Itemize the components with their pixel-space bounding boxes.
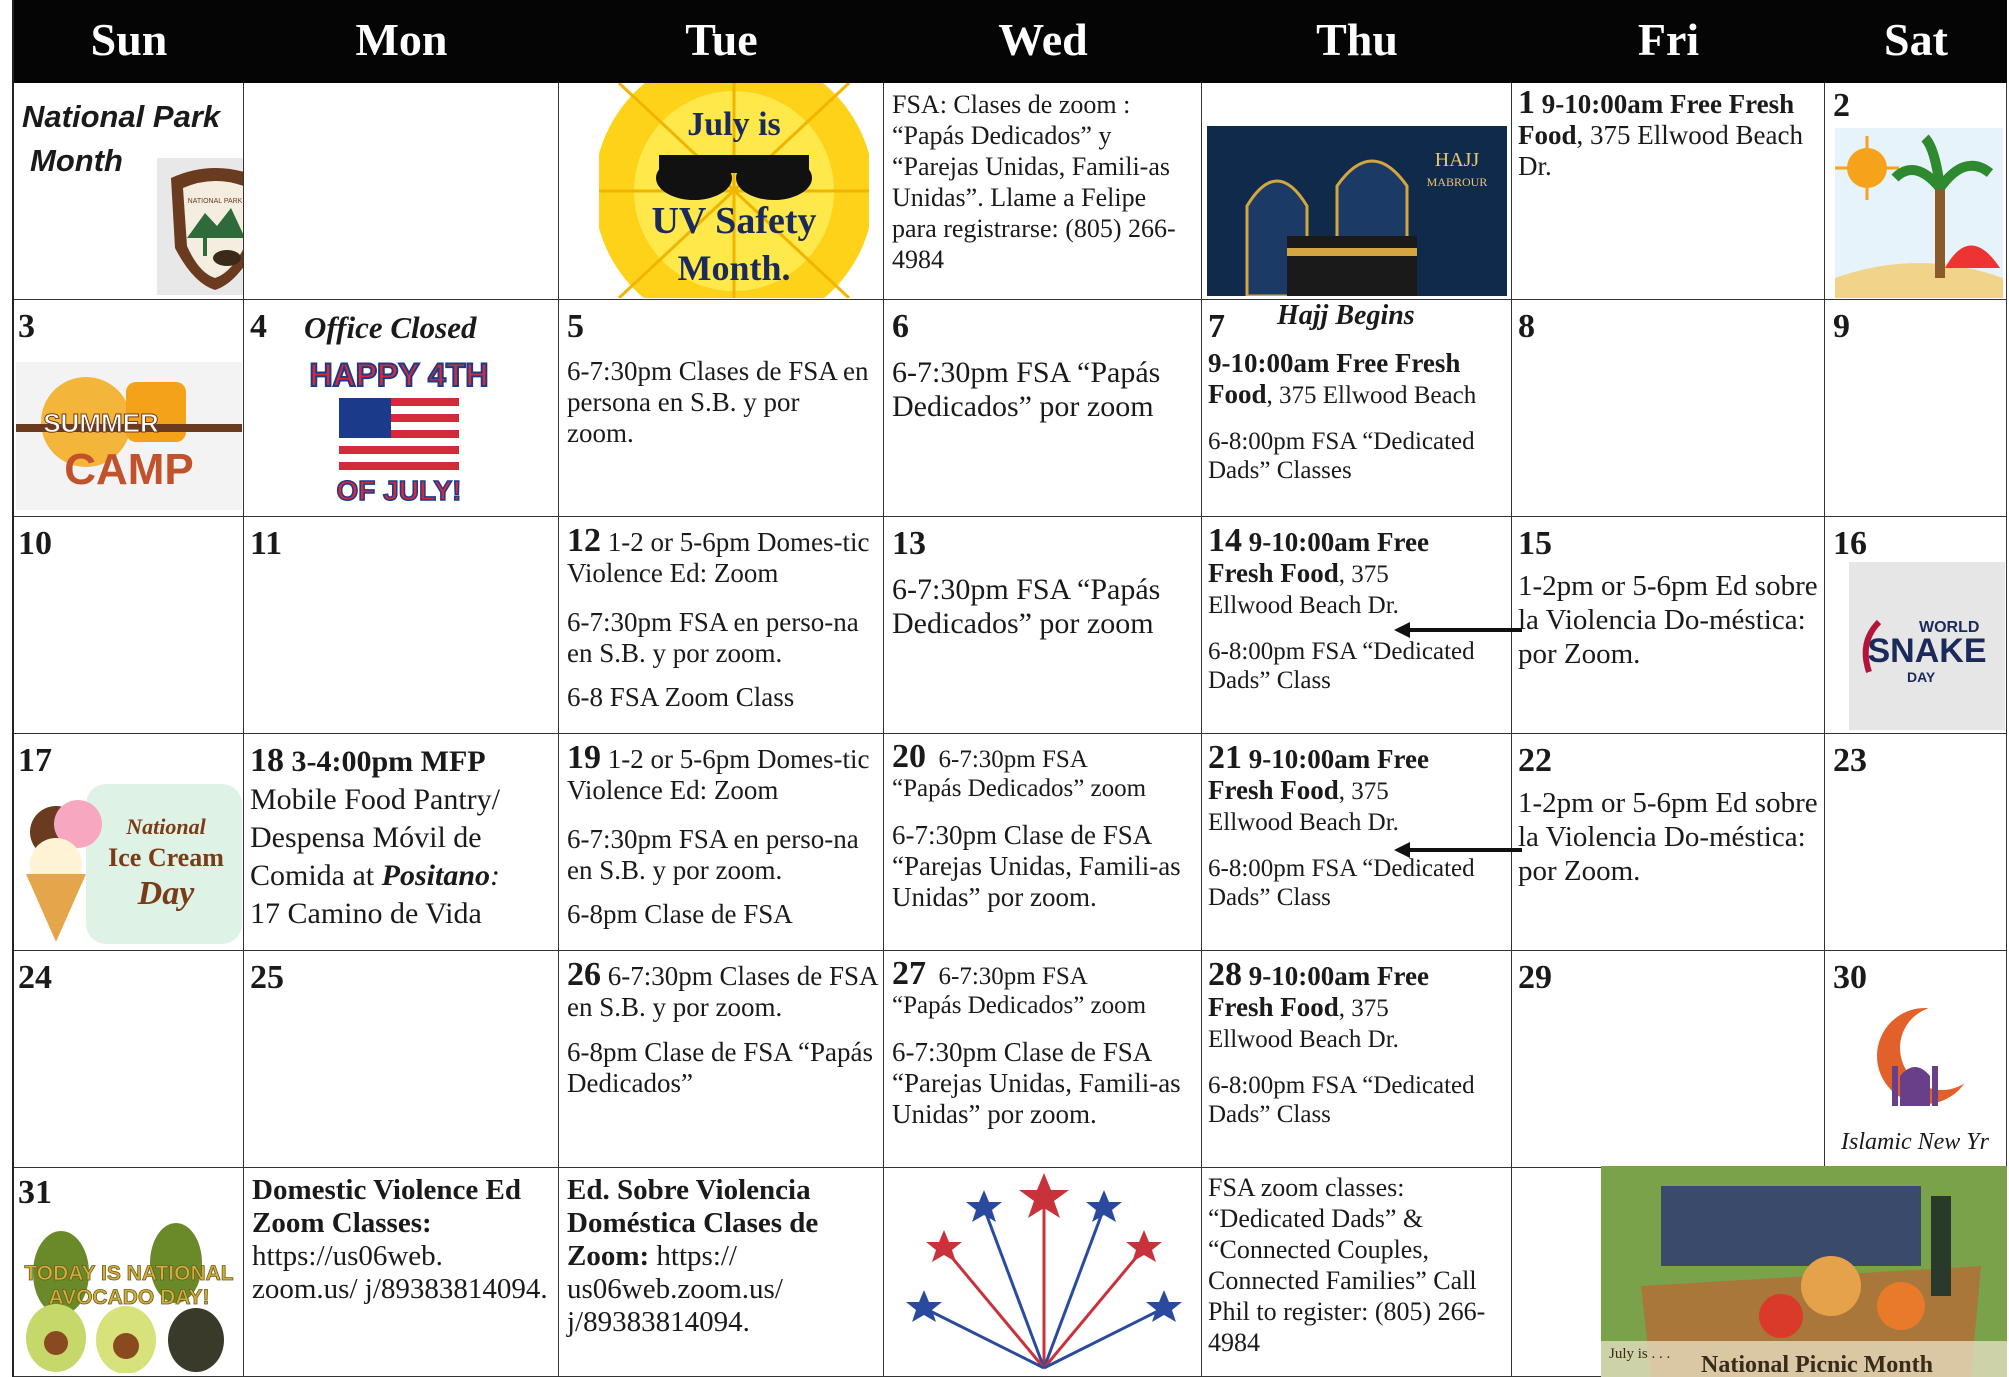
day-number-22: 22 <box>1518 742 1552 779</box>
cell-mon-week6 <box>244 1168 559 1377</box>
national-park-service-icon <box>157 158 244 295</box>
cell-wed-week1 <box>884 83 1202 300</box>
tue19-text1 <box>567 739 879 806</box>
thu14-bold1: 9-10:00am Free <box>1248 527 1429 557</box>
weekday-thu: Thu <box>1316 14 1398 65</box>
tue19-dv-ed: 1-2 or 5-6pm Domes-tic Violence Ed: Zoom <box>567 744 870 805</box>
cell-tue-week5 <box>559 951 884 1168</box>
cell-thu-week2 <box>1202 300 1512 517</box>
thu28-address: Ellwood Beach Dr. <box>1208 1026 1399 1053</box>
cell-mon-week3 <box>244 517 559 734</box>
mfp-address: 17 Camino de Vida <box>250 897 482 930</box>
svg-text:NATIONAL PARK: NATIONAL PARK <box>187 198 243 205</box>
day-number-2: 2 <box>1833 87 1850 124</box>
day-number-17: 17 <box>18 742 52 779</box>
ice-cream-day-icon <box>16 784 242 944</box>
thu21-dads-class: 6-8:00pm FSA “Dedicated Dads” Class <box>1208 855 1475 911</box>
wed20-fsa-time: 6-7:30pm FSA <box>938 746 1088 773</box>
thu7-dads-class: 6-8:00pm FSA “Dedicated Dads” Classes <box>1208 428 1475 484</box>
cell-tue-week6 <box>559 1168 884 1377</box>
day-number-6: 6 <box>892 308 909 345</box>
day-number-30: 30 <box>1833 959 1867 996</box>
thu14-address: Ellwood Beach Dr. <box>1208 592 1399 619</box>
thu21-bold2: Fresh Food <box>1208 775 1339 805</box>
weekday-mon: Mon <box>355 14 448 65</box>
day-number-11: 11 <box>250 525 283 562</box>
tue19-fsa-clase: 6-8pm Clase de FSA <box>567 899 793 929</box>
tue26-papas: 6-8pm Clase de FSA “Papás Dedicados” <box>567 1037 873 1098</box>
cell-thu-week5 <box>1202 951 1512 1168</box>
weekday-wed: Wed <box>998 14 1088 65</box>
thu7-free-food <box>1208 348 1508 410</box>
cell-mon-week4 <box>244 734 559 951</box>
thu28-bold2: Fresh Food <box>1208 992 1339 1022</box>
day-number-3: 3 <box>18 308 35 345</box>
weekday-tue: Tue <box>685 14 758 65</box>
cell-sat-week2 <box>1825 300 2007 517</box>
cell-wed-week3 <box>884 517 1202 734</box>
cell-fri-week3 <box>1512 517 1825 734</box>
world-word: WORLD <box>1919 619 1980 636</box>
national-picnic-month-text: National Picnic Month <box>1701 1352 1933 1377</box>
tue5-text: 6-7:30pm Clases de FSA en persona en S.B. y por zoom. <box>567 356 869 448</box>
fourth-of-july-flag-icon <box>299 350 499 510</box>
snake-word: SNAKE <box>1867 632 1987 670</box>
wed27-text1 <box>892 955 1197 1020</box>
hajj-begins-label: Hajj Begins <box>1277 300 1415 331</box>
cell-sat-week3 <box>1825 517 2007 734</box>
ice-national-word: National <box>126 814 206 839</box>
day-number-29: 29 <box>1518 959 1552 996</box>
weekday-sat: Sat <box>1884 14 1948 65</box>
camp-word: CAMP <box>64 445 194 494</box>
day-number-28: 28 <box>1208 956 1242 993</box>
day-word: DAY <box>1907 669 1936 685</box>
cell-sat-week1 <box>1825 83 2007 300</box>
ice-day-word: Day <box>137 875 195 912</box>
mfp-desc: Mobile Food Pantry/ Despensa Móvil de Comida at <box>250 783 501 892</box>
dv-zoom-title: Domestic Violence Ed Zoom Classes: <box>252 1174 522 1239</box>
day-number-12: 12 <box>567 522 601 559</box>
cell-tue-week4 <box>559 734 884 951</box>
wed6-text: 6-7:30pm FSA “Papás Dedicados” por zoom <box>892 356 1161 423</box>
national-park-month-label: National Park Month <box>22 99 221 178</box>
wed13-text: 6-7:30pm FSA “Papás Dedicados” por zoom <box>892 573 1161 640</box>
fsa-zoom-classes-english: FSA zoom classes: “Dedicated Dads” & “Connected Couples, Connected Families” Call Phil to register: (805) 266-4984 <box>1208 1173 1486 1357</box>
day-number-1: 1 <box>1518 84 1535 121</box>
thu14-dads-class: 6-8:00pm FSA “Dedicated Dads” Class <box>1208 638 1475 694</box>
cell-tue-week1 <box>559 83 884 300</box>
cell-sun-week2 <box>14 300 244 517</box>
thu14-free-food <box>1208 522 1508 620</box>
cell-sun-week5 <box>14 951 244 1168</box>
weekday-fri: Fri <box>1637 14 1700 65</box>
day-number-24: 24 <box>18 959 52 996</box>
thu7-address: , 375 Ellwood Beach <box>1266 382 1477 409</box>
world-snake-day-icon <box>1849 562 2005 730</box>
day-number-5: 5 <box>567 308 584 345</box>
positano-label: Positano <box>381 859 491 892</box>
dv-zoom-link: https://us06web. zoom.us/ j/89383814094. <box>252 1240 548 1305</box>
day-number-16: 16 <box>1833 525 1867 562</box>
islamic-new-year-label: Islamic New Yr <box>1840 1129 1989 1155</box>
summer-word: SUMMER <box>43 408 159 438</box>
day-number-13: 13 <box>892 525 926 562</box>
day-number-18: 18 <box>250 742 284 779</box>
free-food-bold: 9-10:00am Free Fresh Food <box>1518 89 1795 150</box>
avocado-day-icon <box>16 1218 242 1373</box>
crescent-mosque-icon <box>1870 996 1980 1116</box>
july-is-small: July is . . . <box>1609 1346 1671 1362</box>
day-number-27: 27 <box>892 955 926 992</box>
cell-thu-week1 <box>1202 83 1512 300</box>
hajj-mabrour-image <box>1207 126 1507 296</box>
hajj-word: HAJJ <box>1434 149 1480 171</box>
ed-zoom-info <box>567 1174 877 1339</box>
thu28-free-food <box>1208 956 1508 1054</box>
cell-sun-week6 <box>14 1168 244 1377</box>
fsa-zoom-clases-text: FSA: Clases de zoom : “Papás Dedicados” y “Parejas Unidas, Famili-as Unidas”. Llame a Felipe para registrarse: (805) 266-4984 <box>892 90 1176 274</box>
cell-tue-week2 <box>559 300 884 517</box>
avocado-line2: AVOCADO DAY! <box>48 1286 210 1309</box>
cell-wed-week6 <box>884 1168 1202 1377</box>
cell-mon-week1 <box>244 83 559 300</box>
mon18-text <box>250 742 555 933</box>
ice-cream-word: Ice Cream <box>108 843 224 872</box>
day-number-25: 25 <box>250 959 284 996</box>
thu7-free-food-bold: 9-10:00am Free Fresh Food <box>1208 348 1461 409</box>
tue12-text1 <box>567 522 879 589</box>
ed-zoom-title: Ed. Sobre Violencia Doméstica Clases de Zoom: <box>567 1174 819 1272</box>
wed27-fsa-time: 6-7:30pm FSA <box>938 963 1088 990</box>
uv-line1: July is <box>687 106 781 143</box>
positano-colon: : <box>490 859 501 892</box>
july-calendar <box>12 0 2007 1377</box>
uv-line3: Month. <box>677 248 791 288</box>
day-number-10: 10 <box>18 525 52 562</box>
uv-line2: UV Safety <box>651 200 817 242</box>
day-number-14: 14 <box>1208 522 1242 559</box>
day-number-23: 23 <box>1833 742 1867 779</box>
thu21-address: Ellwood Beach Dr. <box>1208 809 1399 836</box>
thu14-bold2: Fresh Food <box>1208 558 1339 588</box>
thu21-num: , 375 <box>1338 778 1389 805</box>
cell-sun-week4 <box>14 734 244 951</box>
wed20-papas: “Papás Dedicados” zoom <box>892 775 1147 802</box>
day-number-31: 31 <box>18 1174 52 1211</box>
mabrour-word: MABROUR <box>1426 175 1488 189</box>
national-picnic-month-image <box>1601 1166 2007 1377</box>
mfp-time: 3-4:00pm MFP <box>291 745 486 778</box>
cell-fri-week5 <box>1512 951 1825 1168</box>
thu28-bold1: 9-10:00am Free <box>1248 961 1429 991</box>
thu28-num: , 375 <box>1338 995 1389 1022</box>
office-closed-label: Office Closed <box>304 310 477 345</box>
wed27-papas: “Papás Dedicados” zoom <box>892 992 1147 1019</box>
cell-fri-week2 <box>1512 300 1825 517</box>
arrow-left-icon <box>1394 620 1524 640</box>
dv-zoom-info <box>252 1174 552 1306</box>
cell-sun-week1 <box>14 83 244 300</box>
tue12-fsa-zoom: 6-8 FSA Zoom Class <box>567 682 795 712</box>
tue19-fsa-persona: 6-7:30pm FSA en perso-na en S.B. y por zoom. <box>567 824 859 885</box>
cell-sat-week5 <box>1825 951 2007 1168</box>
arrow-left-icon <box>1394 840 1524 860</box>
cell-thu-week6 <box>1202 1168 1512 1377</box>
day-number-20: 20 <box>892 738 926 775</box>
of-july-text: OF JULY! <box>336 475 462 506</box>
thu28-dads-class: 6-8:00pm FSA “Dedicated Dads” Class <box>1208 1072 1475 1128</box>
tue26-clases: 6-7:30pm Clases de FSA en S.B. y por zoom. <box>567 961 878 1022</box>
day-number-19: 19 <box>567 739 601 776</box>
day-number-21: 21 <box>1208 739 1242 776</box>
fri22-text: 1-2pm or 5-6pm Ed sobre la Violencia Do-méstica: por Zoom. <box>1518 787 1818 887</box>
cell-mon-week2 <box>244 300 559 517</box>
cell-wed-week4 <box>884 734 1202 951</box>
cell-fri-week1 <box>1512 83 1825 300</box>
cell-mon-week5 <box>244 951 559 1168</box>
fri15-text: 1-2pm or 5-6pm Ed sobre la Violencia Do-méstica: por Zoom. <box>1518 570 1818 670</box>
ed-zoom-link: https:// us06web.zoom.us/ j/89383814094. <box>567 1240 783 1338</box>
day-number-4: 4 <box>250 308 267 345</box>
cell-wed-week2 <box>884 300 1202 517</box>
thu14-num: , 375 <box>1338 561 1389 588</box>
avocado-line1: TODAY IS NATIONAL <box>24 1262 234 1285</box>
fireworks-stars-icon <box>904 1168 1184 1373</box>
happy-4th-text: HAPPY 4TH <box>309 357 489 393</box>
day-number-15: 15 <box>1518 525 1552 562</box>
thu21-bold1: 9-10:00am Free <box>1248 744 1429 774</box>
summer-camp-icon <box>16 362 242 510</box>
uv-safety-sun-icon <box>599 83 869 298</box>
day-number-9: 9 <box>1833 308 1850 345</box>
wed20-text1 <box>892 738 1197 803</box>
tue26-text1 <box>567 956 879 1023</box>
weekday-header <box>14 0 2007 83</box>
cell-sat-week4 <box>1825 734 2007 951</box>
cell-fri-week4 <box>1512 734 1825 951</box>
cell-wed-week5 <box>884 951 1202 1168</box>
tue12-dv-ed: 1-2 or 5-6pm Domes-tic Violence Ed: Zoom <box>567 527 870 588</box>
cell-tue-week3 <box>559 517 884 734</box>
wed20-parejas: 6-7:30pm Clase de FSA “Parejas Unidas, Famili-as Unidas” por zoom. <box>892 820 1181 912</box>
fri1-text <box>1518 84 1818 182</box>
cell-sun-week3 <box>14 517 244 734</box>
beach-palm-icon <box>1835 128 2003 298</box>
day-number-7: 7 <box>1208 308 1225 345</box>
tue12-fsa-persona: 6-7:30pm FSA en perso-na en S.B. y por zoom. <box>567 607 859 668</box>
weekday-sun: Sun <box>90 14 168 65</box>
day-number-8: 8 <box>1518 308 1535 345</box>
day-number-26: 26 <box>567 956 601 993</box>
wed27-parejas: 6-7:30pm Clase de FSA “Parejas Unidas, Famili-as Unidas” por zoom. <box>892 1037 1181 1129</box>
free-food-address: , 375 Ellwood Beach Dr. <box>1518 120 1803 181</box>
thu21-free-food <box>1208 739 1508 837</box>
